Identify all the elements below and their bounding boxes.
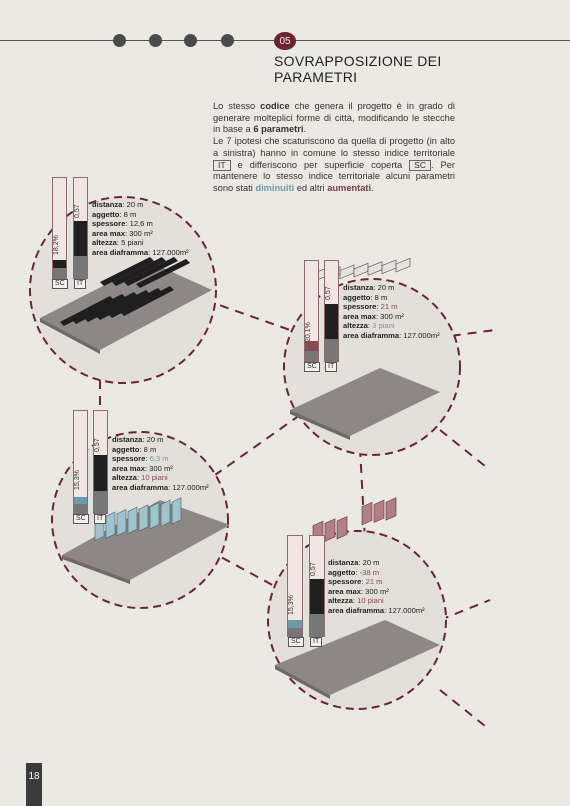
param-value: 20 m xyxy=(126,200,144,209)
param-value: 12,6 m xyxy=(129,219,153,229)
param-key: distanza xyxy=(112,435,143,444)
param-key: area max xyxy=(343,311,376,321)
param-key: area diaframma xyxy=(343,330,400,340)
intro-text: Lo stesso codice che genera il progetto è in grado di generare molteplici forme di città, modificando le stecche in base a 6 parametri. Le 7 ipotesi che scaturiscono da quella di progetto (in alto a sinistra) hanno in comune lo stesso indice territoriale IT e differiscono per superficie coperta SC . Per mantenere lo stesso indice territoriale alcuni parametri sono stati diminuiti ed altri aumentati. xyxy=(213,101,456,193)
param-value: 20 m xyxy=(362,558,380,567)
param-row: altezza: 5 piani xyxy=(92,238,144,248)
param-row: distanza: 20 m xyxy=(112,435,164,444)
it-value: 0,57 xyxy=(325,286,332,300)
sc-label: SC xyxy=(52,279,68,289)
section-number-badge: 05 xyxy=(274,32,296,50)
param-value: 5 piani xyxy=(121,238,144,248)
param-value: 21 m xyxy=(365,577,383,587)
it-value: 0,57 xyxy=(310,562,317,576)
param-value: 300 m² xyxy=(365,586,389,596)
it-bar xyxy=(73,177,88,279)
param-key: aggetto xyxy=(112,444,140,454)
param-value: 8 m xyxy=(143,444,157,454)
param-row: spessore: 12,6 m xyxy=(92,219,153,229)
param-list xyxy=(112,435,209,493)
param-row: spessore: 21 m xyxy=(328,577,383,587)
param-row: distanza: 20 m xyxy=(92,200,144,209)
param-row: distanza: 20 m xyxy=(328,558,380,567)
param-list xyxy=(92,200,189,258)
param-key: spessore xyxy=(328,577,362,587)
param-row: area max: 300 m² xyxy=(92,228,153,238)
param-value: 8 m xyxy=(123,209,137,219)
param-row: spessore: 21 m xyxy=(343,302,398,312)
sc-bar xyxy=(52,177,67,279)
param-value: 20 m xyxy=(377,283,395,292)
param-key: aggetto xyxy=(343,292,371,302)
it-bar xyxy=(324,260,339,362)
it-label: IT xyxy=(325,362,337,372)
param-value: 21 m xyxy=(380,302,398,312)
param-value: 6,3 m xyxy=(149,454,169,464)
param-value: 10 piani xyxy=(141,473,168,483)
sc-bar xyxy=(73,410,88,514)
param-key: area max xyxy=(112,463,145,473)
param-key: area max xyxy=(92,228,125,238)
param-value: 8 m xyxy=(374,292,388,302)
param-list xyxy=(328,558,425,616)
param-key: altezza xyxy=(343,321,368,331)
param-row: area max: 300 m² xyxy=(112,463,173,473)
it-tag: IT xyxy=(213,160,231,171)
param-row: area diaframma: 127.000m² xyxy=(328,605,425,615)
it-value: 0,57 xyxy=(74,204,81,218)
param-key: spessore xyxy=(343,302,377,312)
param-value: 300 m² xyxy=(149,463,173,473)
param-row: aggetto: -38 m xyxy=(328,567,380,577)
param-value: 20 m xyxy=(146,435,164,444)
param-value: 10 piani xyxy=(357,596,384,606)
sc-bar xyxy=(304,260,319,362)
sc-value: 15,3% xyxy=(288,595,295,615)
sc-label: SC xyxy=(288,637,304,647)
sc-bar xyxy=(287,535,303,637)
param-row: distanza: 20 m xyxy=(343,283,395,292)
param-value: 127.000m² xyxy=(403,330,440,340)
param-value: 127.000m² xyxy=(152,247,189,257)
param-key: area diaframma xyxy=(112,482,169,492)
param-key: altezza xyxy=(328,596,353,606)
param-value: 300 m² xyxy=(380,311,404,321)
it-value: 0,57 xyxy=(94,438,101,452)
param-row: aggetto: 8 m xyxy=(92,209,137,219)
param-row: area diaframma: 127.000m² xyxy=(112,482,209,492)
sc-value: 20,1% xyxy=(305,322,312,342)
param-key: area max xyxy=(328,586,361,596)
page-number: 18 xyxy=(26,763,42,806)
sc-value: 15,3% xyxy=(74,470,81,490)
param-row: area max: 300 m² xyxy=(343,311,404,321)
param-key: area diaframma xyxy=(328,605,385,615)
param-value: 3 piani xyxy=(372,321,395,331)
it-bar xyxy=(309,535,325,637)
it-label: IT xyxy=(74,279,86,289)
param-key: spessore xyxy=(112,454,146,464)
sc-label: SC xyxy=(73,514,89,524)
param-row: area diaframma: 127.000m² xyxy=(343,330,440,340)
param-key: aggetto xyxy=(92,209,120,219)
param-value: 127.000m² xyxy=(388,605,425,615)
param-key: altezza xyxy=(112,473,137,483)
param-key: area diaframma xyxy=(92,247,149,257)
param-row: spessore: 6,3 m xyxy=(112,454,169,464)
param-row: altezza: 3 piani xyxy=(343,321,395,331)
param-row: aggetto: 8 m xyxy=(343,292,388,302)
param-list xyxy=(343,283,440,341)
param-value: -38 m xyxy=(359,567,380,577)
param-row: area max: 300 m² xyxy=(328,586,389,596)
param-key: distanza xyxy=(343,283,374,292)
param-key: distanza xyxy=(92,200,123,209)
param-value: 300 m² xyxy=(129,228,153,238)
param-key: altezza xyxy=(92,238,117,248)
param-row: altezza: 10 piani xyxy=(112,473,168,483)
param-key: distanza xyxy=(328,558,359,567)
param-row: area diaframma: 127.000m² xyxy=(92,247,189,257)
sc-label: SC xyxy=(304,362,320,372)
it-bar xyxy=(93,410,108,514)
section-title: SOVRAPPOSIZIONE DEI PARAMETRI xyxy=(274,53,442,85)
sc-tag: SC xyxy=(409,160,431,171)
param-key: aggetto xyxy=(328,567,356,577)
param-key: spessore xyxy=(92,219,126,229)
param-row: aggetto: 8 m xyxy=(112,444,157,454)
param-row: altezza: 10 piani xyxy=(328,596,384,606)
it-label: IT xyxy=(310,637,322,647)
param-value: 127.000m² xyxy=(172,482,209,492)
sc-value: 18,2% xyxy=(53,235,60,255)
it-label: IT xyxy=(94,514,106,524)
